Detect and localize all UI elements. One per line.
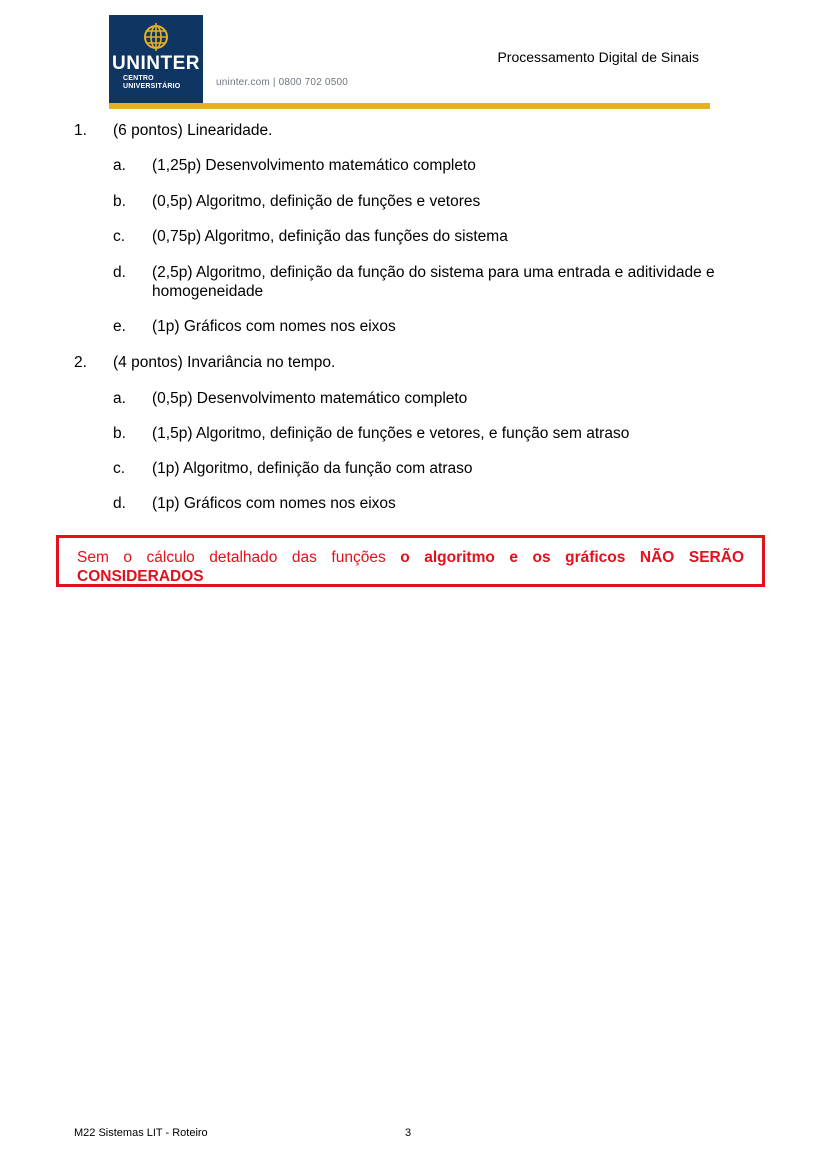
subitem-letter: c. [113,228,126,245]
subitem-letter: e. [113,318,126,335]
warning-box [56,535,765,587]
footer-document-name: M22 Sistemas LIT - Roteiro [74,1127,208,1139]
uninter-logo [109,15,203,106]
contact-info: uninter.com | 0800 702 0500 [216,77,348,88]
warning-emphasis: o algoritmo e os gráficos NÃO SERÃO CONSIDERADOS [77,549,744,585]
subitem-text: (1,5p) Algoritmo, definição de funções e vetores, e função sem atraso [152,425,630,442]
subitem-text: (0,75p) Algoritmo, definição das funções do sistema [152,228,508,245]
item-text: (6 pontos) Linearidade. [113,122,273,139]
header-title: Processamento Digital de Sinais [497,49,699,65]
subitem-letter: b. [113,425,126,442]
page-number: 3 [405,1127,412,1139]
header-divider [109,103,710,109]
subitem-letter: b. [113,193,126,210]
globe-icon [142,23,170,51]
logo-subtitle [123,75,180,91]
subitem-letter: c. [113,460,126,477]
subitem-letter: a. [113,157,126,174]
subitem-text: (0,5p) Algoritmo, definição de funções e vetores [152,193,481,210]
subitem-text: (2,5p) Algoritmo, definição da função do sistema para uma entrada e aditividade e homogeneidade [152,264,715,300]
item-number: 2. [74,354,87,371]
subitem-text: (1p) Gráficos com nomes nos eixos [152,495,396,512]
subitem-letter: d. [113,495,126,512]
item-number: 1. [74,122,87,139]
subitem-text: (1p) Algoritmo, definição da função com atraso [152,460,473,477]
subitem-text: (1p) Gráficos com nomes nos eixos [152,318,396,335]
warning-text: Sem o cálculo detalhado das funções [77,549,401,566]
subitem-text: (1,25p) Desenvolvimento matemático completo [152,157,476,174]
item-text: (4 pontos) Invariância no tempo. [113,354,336,371]
logo-name: UNINTER [112,53,200,74]
logo-sub-line2: UNIVERSITÁRIO [123,83,181,90]
subitem-text: (0,5p) Desenvolvimento matemático completo [152,390,468,407]
logo-sub-line1: CENTRO [123,75,154,82]
subitem-letter: a. [113,390,126,407]
subitem-letter: d. [113,264,126,281]
